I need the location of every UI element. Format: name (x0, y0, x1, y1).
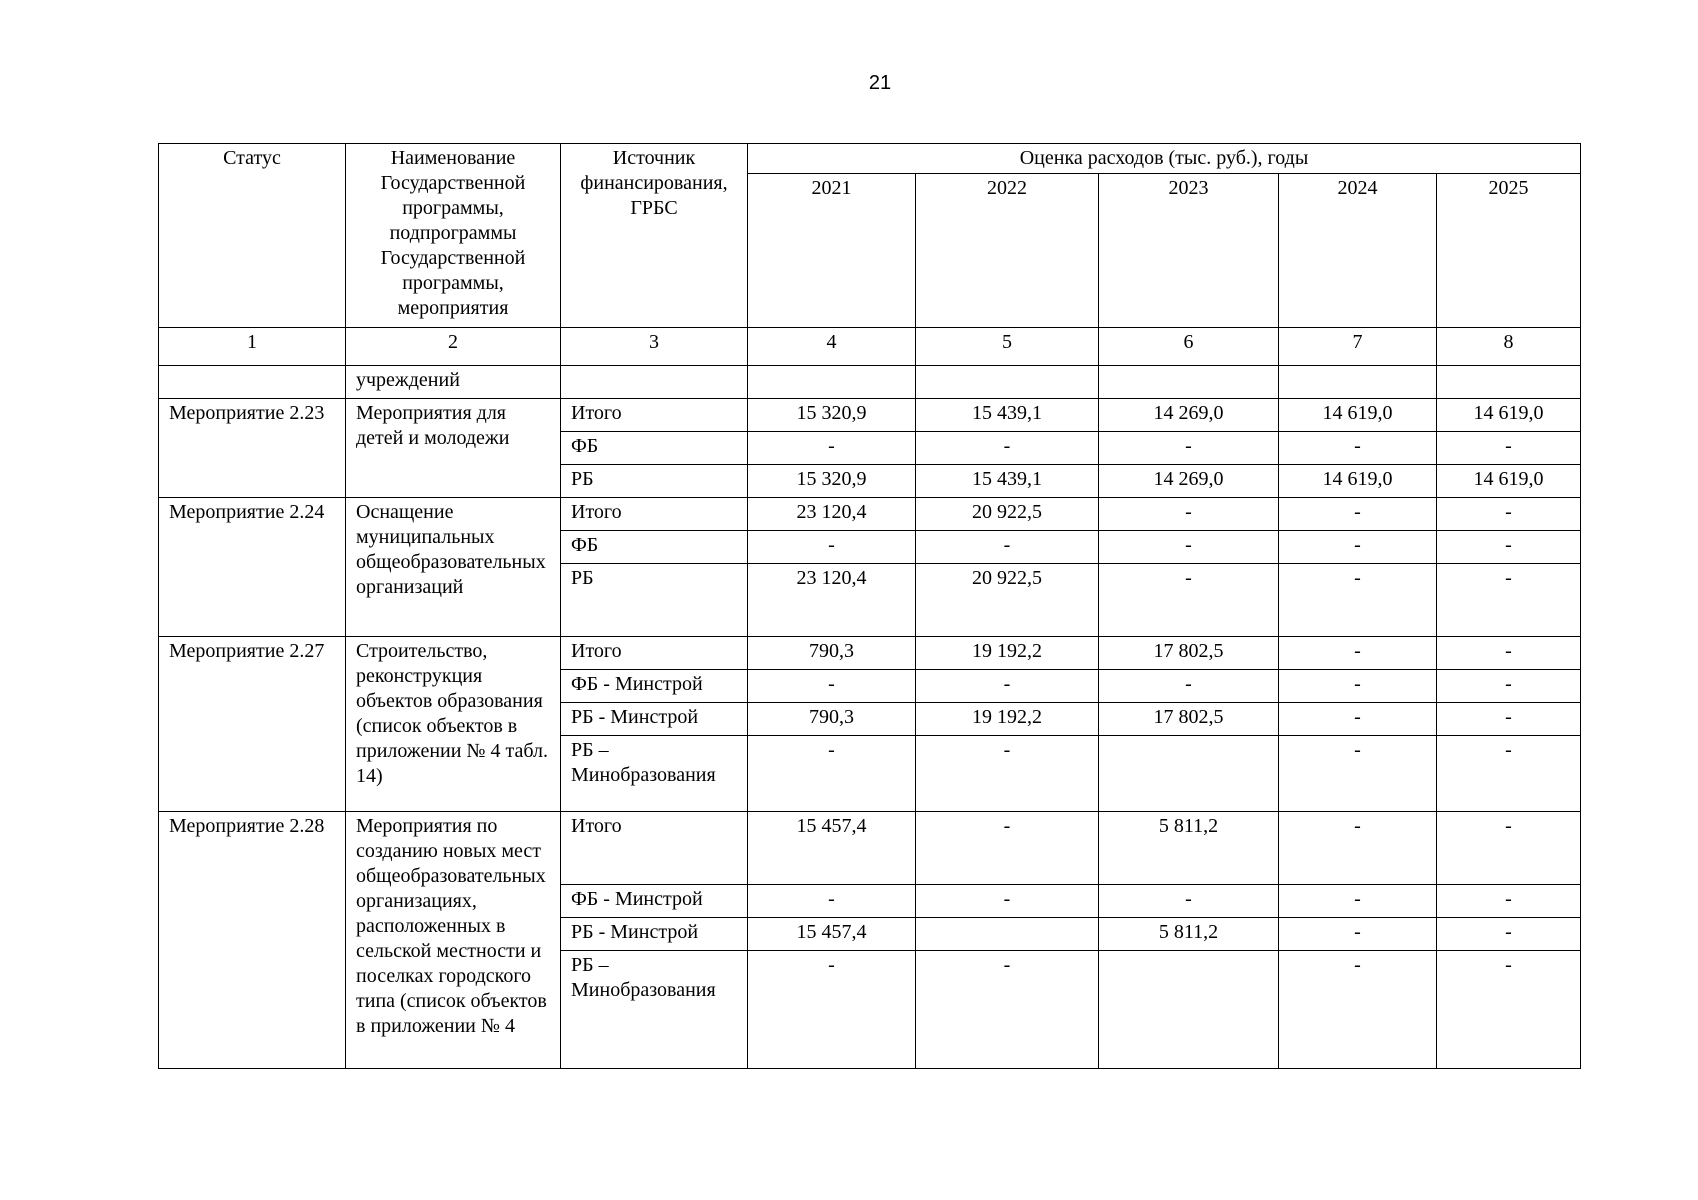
amount-cell: - (1279, 736, 1437, 812)
measures-body (159, 399, 1581, 1069)
amount-cell: - (1437, 531, 1581, 564)
funding-source: РБ – Минобразования (561, 736, 748, 812)
header-year: 2023 (1099, 174, 1279, 328)
funding-source: Итого (561, 812, 748, 885)
header-estimate: Оценка расходов (тыс. руб.), годы (748, 144, 1581, 174)
table-cell (1099, 366, 1279, 399)
funding-source: Итого (561, 498, 748, 531)
amount-cell: - (748, 736, 916, 812)
amount-cell (1099, 951, 1279, 1069)
amount-cell: - (1279, 918, 1437, 951)
amount-cell: - (1099, 885, 1279, 918)
amount-cell: 5 811,2 (1099, 918, 1279, 951)
funding-source: Итого (561, 637, 748, 670)
column-number: 5 (916, 328, 1099, 366)
amount-cell: 19 192,2 (916, 703, 1099, 736)
amount-cell: - (1279, 637, 1437, 670)
table-cell (1437, 366, 1581, 399)
amount-cell: - (1279, 951, 1437, 1069)
funding-source: Итого (561, 399, 748, 432)
table-row (159, 812, 1581, 885)
header-year: 2025 (1437, 174, 1581, 328)
amount-cell: - (1437, 637, 1581, 670)
column-number: 7 (1279, 328, 1437, 366)
amount-cell: - (1099, 432, 1279, 465)
amount-cell: - (916, 885, 1099, 918)
amount-cell: - (1279, 670, 1437, 703)
amount-cell: - (1279, 564, 1437, 637)
amount-cell: - (1099, 564, 1279, 637)
measure-status: Мероприятие 2.28 (159, 812, 346, 1069)
amount-cell: 15 439,1 (916, 465, 1099, 498)
measure-name: Мероприятия по созданию новых мест общеобразовательных организациях, расположенных в сельской местности и поселках городского типа (список объектов в приложении № 4 (346, 812, 561, 1069)
amount-cell: - (1437, 812, 1581, 885)
column-number: 2 (346, 328, 561, 366)
amount-cell: 14 619,0 (1437, 399, 1581, 432)
amount-cell: - (1099, 670, 1279, 703)
amount-cell: 14 619,0 (1437, 465, 1581, 498)
funding-source: РБ (561, 465, 748, 498)
amount-cell (916, 918, 1099, 951)
amount-cell: - (1099, 498, 1279, 531)
amount-cell: - (748, 531, 916, 564)
amount-cell: 17 802,5 (1099, 703, 1279, 736)
amount-cell: 5 811,2 (1099, 812, 1279, 885)
amount-cell: - (1437, 918, 1581, 951)
amount-cell: - (916, 736, 1099, 812)
amount-cell (1099, 736, 1279, 812)
amount-cell: - (1437, 432, 1581, 465)
measure-name: Мероприятия для детей и молодежи (346, 399, 561, 498)
column-number: 1 (159, 328, 346, 366)
table-cell (748, 366, 916, 399)
amount-cell: - (1437, 564, 1581, 637)
amount-cell: - (1279, 498, 1437, 531)
header-year: 2024 (1279, 174, 1437, 328)
funding-source: ФБ (561, 531, 748, 564)
amount-cell: - (1279, 432, 1437, 465)
amount-cell: 14 269,0 (1099, 399, 1279, 432)
amount-cell: 15 457,4 (748, 918, 916, 951)
amount-cell: - (1437, 703, 1581, 736)
table-row (159, 637, 1581, 670)
funding-source: ФБ - Минстрой (561, 885, 748, 918)
table-cell (1279, 366, 1437, 399)
table-row (159, 498, 1581, 531)
continuation-name: учреждений (346, 366, 561, 399)
amount-cell: - (748, 432, 916, 465)
amount-cell: 15 439,1 (916, 399, 1099, 432)
measure-name: Оснащение муниципальных общеобразовательных организаций (346, 498, 561, 637)
page-number: 21 (868, 72, 892, 94)
amount-cell: 17 802,5 (1099, 637, 1279, 670)
funding-source: РБ - Минстрой (561, 703, 748, 736)
funding-source: РБ - Минстрой (561, 918, 748, 951)
amount-cell: 19 192,2 (916, 637, 1099, 670)
continuation-row (159, 366, 1581, 399)
amount-cell: - (1279, 531, 1437, 564)
funding-source: РБ (561, 564, 748, 637)
amount-cell: - (1279, 703, 1437, 736)
amount-cell: 20 922,5 (916, 564, 1099, 637)
amount-cell: - (1437, 670, 1581, 703)
amount-cell: 14 619,0 (1279, 399, 1437, 432)
amount-cell: - (1437, 951, 1581, 1069)
budget-table (158, 143, 1581, 1069)
amount-cell: - (916, 531, 1099, 564)
amount-cell: - (748, 951, 916, 1069)
measure-name: Строительство, реконструкция объектов образования (список объектов в приложении № 4 табл. 14) (346, 637, 561, 812)
column-number: 8 (1437, 328, 1581, 366)
table-row (159, 399, 1581, 432)
column-number: 6 (1099, 328, 1279, 366)
amount-cell: - (1279, 812, 1437, 885)
column-number: 3 (561, 328, 748, 366)
amount-cell: 15 320,9 (748, 399, 916, 432)
amount-cell: - (1437, 885, 1581, 918)
funding-source: ФБ - Минстрой (561, 670, 748, 703)
amount-cell: - (916, 670, 1099, 703)
amount-cell: - (1099, 531, 1279, 564)
funding-source: РБ – Минобразования (561, 951, 748, 1069)
measure-status: Мероприятие 2.24 (159, 498, 346, 637)
column-number: 4 (748, 328, 916, 366)
amount-cell: 23 120,4 (748, 498, 916, 531)
table-cell (159, 366, 346, 399)
header-name: Наименование Государственной программы, подпрограммы Государственной программы, мероприятия (346, 144, 561, 328)
amount-cell: - (748, 670, 916, 703)
amount-cell: - (916, 812, 1099, 885)
header-year: 2022 (916, 174, 1099, 328)
amount-cell: 790,3 (748, 703, 916, 736)
amount-cell: 20 922,5 (916, 498, 1099, 531)
amount-cell: 14 269,0 (1099, 465, 1279, 498)
header-status: Статус (159, 144, 346, 328)
amount-cell: - (1437, 736, 1581, 812)
amount-cell: 15 320,9 (748, 465, 916, 498)
measure-status: Мероприятие 2.23 (159, 399, 346, 498)
amount-cell: - (1279, 885, 1437, 918)
table-cell (561, 366, 748, 399)
header-row (159, 144, 1581, 174)
column-numbers-row (159, 328, 1581, 366)
table-cell (916, 366, 1099, 399)
amount-cell: 790,3 (748, 637, 916, 670)
amount-cell: - (916, 432, 1099, 465)
measure-status: Мероприятие 2.27 (159, 637, 346, 812)
amount-cell: - (916, 951, 1099, 1069)
amount-cell: - (1437, 498, 1581, 531)
amount-cell: 14 619,0 (1279, 465, 1437, 498)
header-year: 2021 (748, 174, 916, 328)
header-source: Источник финансирования, ГРБС (561, 144, 748, 328)
amount-cell: 23 120,4 (748, 564, 916, 637)
amount-cell: 15 457,4 (748, 812, 916, 885)
amount-cell: - (748, 885, 916, 918)
funding-source: ФБ (561, 432, 748, 465)
